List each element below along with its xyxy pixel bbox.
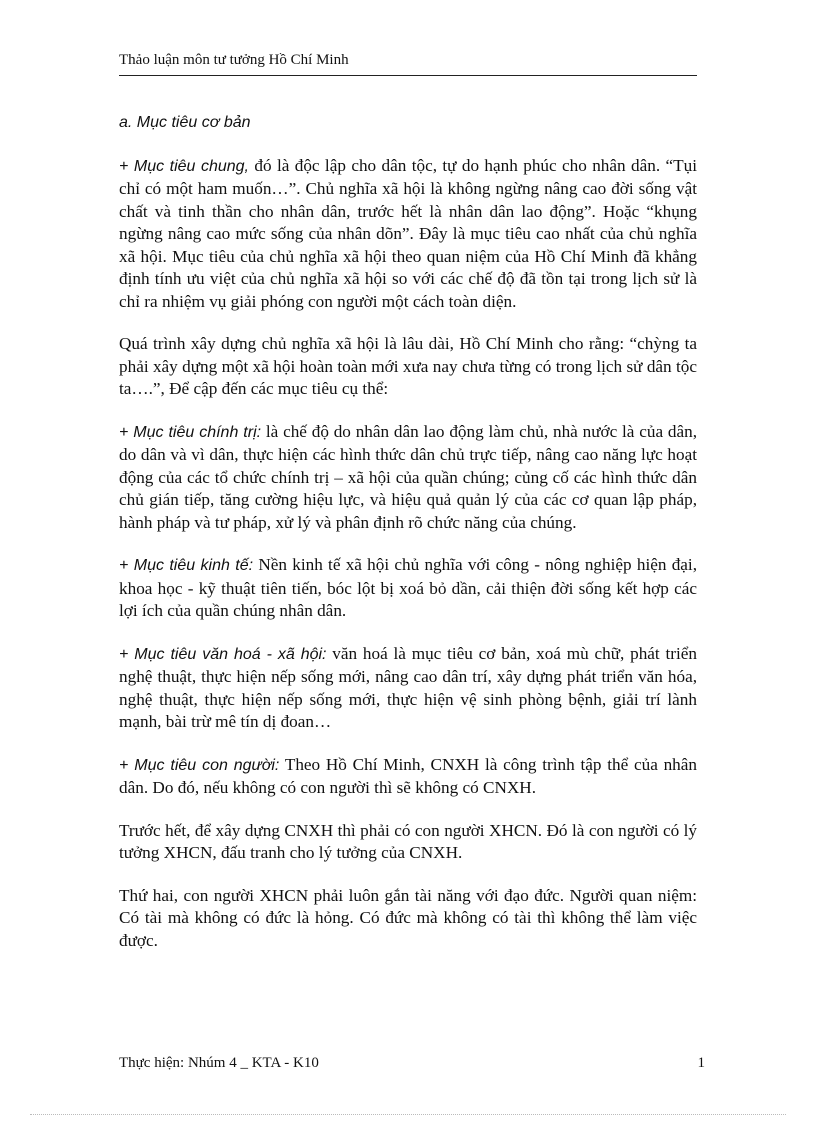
paragraph-muc-tieu-van-hoa xyxy=(119,643,697,734)
paragraph-lead: + Mục tiêu kinh tế: xyxy=(119,557,254,574)
paragraph-muc-tieu-con-nguoi xyxy=(119,754,697,800)
paragraph-lead: + Mục tiêu con người: xyxy=(119,756,280,774)
header-title: Thảo luận môn tư tưởng Hồ Chí Minh xyxy=(119,52,349,68)
paragraph-text: đó là độc lập cho dân tộc, tự do hạnh phúc cho nhân dân. “Tụi chỉ có một ham muốn…”. Chủ nghĩa xã hội là không ngừng nâng cao đời sống vật chất và tinh thần cho nhân dân, trước hết là nhân dân lao động”. Hoặc “khụng ngừng nâng cao mức sống của nhân dõn”. Đây là mục tiêu cao nhất của chủ nghĩa xã hội. Mục tiêu của chủ nghĩa xã hội theo quan niệm của Hồ Chí Minh đã khẳng định tính ưu việt của chủ nghĩa xã hội so với các chế độ đã tồn tại trong lịch sử là chỉ ra nhiệm vụ giải phóng con người một cách toàn diện. xyxy=(119,155,697,311)
page-header xyxy=(119,52,697,76)
document-body xyxy=(119,112,697,972)
paragraph-lead: + Mục tiêu văn hoá - xã hội: xyxy=(119,645,327,663)
paragraph-text: là chế độ do nhân dân lao động làm chủ, nhà nước là của dân, do dân và vì dân, thực hiện các hình thức dân chủ trực tiếp, nâng cao năng lực hoạt động của các tổ chức chính trị – xã hội của quần chúng; củng cố các hình thức dân chủ gián tiếp, tăng cường hiệu lực, và hiệu quả quản lý của các cơ quan lập pháp, hành pháp và tư pháp, xử lý và phân định rõ chức năng của chúng. xyxy=(119,421,697,532)
paragraph-text: Nền kinh tế xã hội chủ nghĩa với công - nông nghiệp hiện đại, khoa học - kỹ thuật tiên tiến, bóc lột bị xoá bỏ dần, cải thiện đời sống kết hợp các lợi ích của quần chúng nhân dân. xyxy=(119,555,697,620)
paragraph-text: Theo Hồ Chí Minh, CNXH là công trình tập thể của nhân dân. Do đó, nếu không có con người thì sẽ không có CNXH. xyxy=(119,754,697,797)
page-bottom-divider xyxy=(30,1114,786,1115)
paragraph-muc-tieu-chung xyxy=(119,155,697,314)
footer-text: Thực hiện: Nhúm 4 _ KTA - K10 xyxy=(119,1055,319,1071)
paragraph-truoc-het xyxy=(119,820,697,865)
page-footer xyxy=(119,1055,705,1072)
paragraph-thu-hai xyxy=(119,885,697,953)
paragraph-lead: + Mục tiêu chính trị: xyxy=(119,423,262,441)
paragraph-text: Thứ hai, con người XHCN phải luôn gắn tài năng với đạo đức. Người quan niệm: Có tài mà không có đức là hỏng. Có đức mà không có tài thì không thể làm việc được. xyxy=(119,885,697,950)
page-number: 1 xyxy=(697,1055,705,1071)
paragraph-lead: + Mục tiêu chung, xyxy=(119,157,249,175)
paragraph-muc-tieu-chinh-tri xyxy=(119,421,697,535)
section-title: a. Mục tiêu cơ bản xyxy=(119,114,251,131)
paragraph-text: Quá trình xây dựng chủ nghĩa xã hội là lâu dài, Hồ Chí Minh cho rằng: “chỳng ta phải xây dựng một xã hội hoàn toàn mới xưa nay chưa từng có trong lịch sử dân tộc ta….”, Để cập đến các mục tiêu cụ thể: xyxy=(119,334,697,398)
paragraph-muc-tieu-kinh-te xyxy=(119,554,697,623)
paragraph-qua-trinh xyxy=(119,333,697,401)
paragraph-text: văn hoá là mục tiêu cơ bản, xoá mù chữ, phát triển nghệ thuật, thực hiện nếp sống mới, nâng cao dân trí, xây dựng phát triển văn hóa, nghệ thuật, thực hiện nếp sống mới, thực hiện vệ sinh phòng bệnh, giải trí lành mạnh, bài trừ mê tín dị đoan… xyxy=(119,643,697,731)
paragraph-text: Trước hết, để xây dựng CNXH thì phải có con người XHCN. Đó là con người có lý tưởng XHCN, đấu tranh cho lý tưởng của CNXH. xyxy=(119,820,697,862)
